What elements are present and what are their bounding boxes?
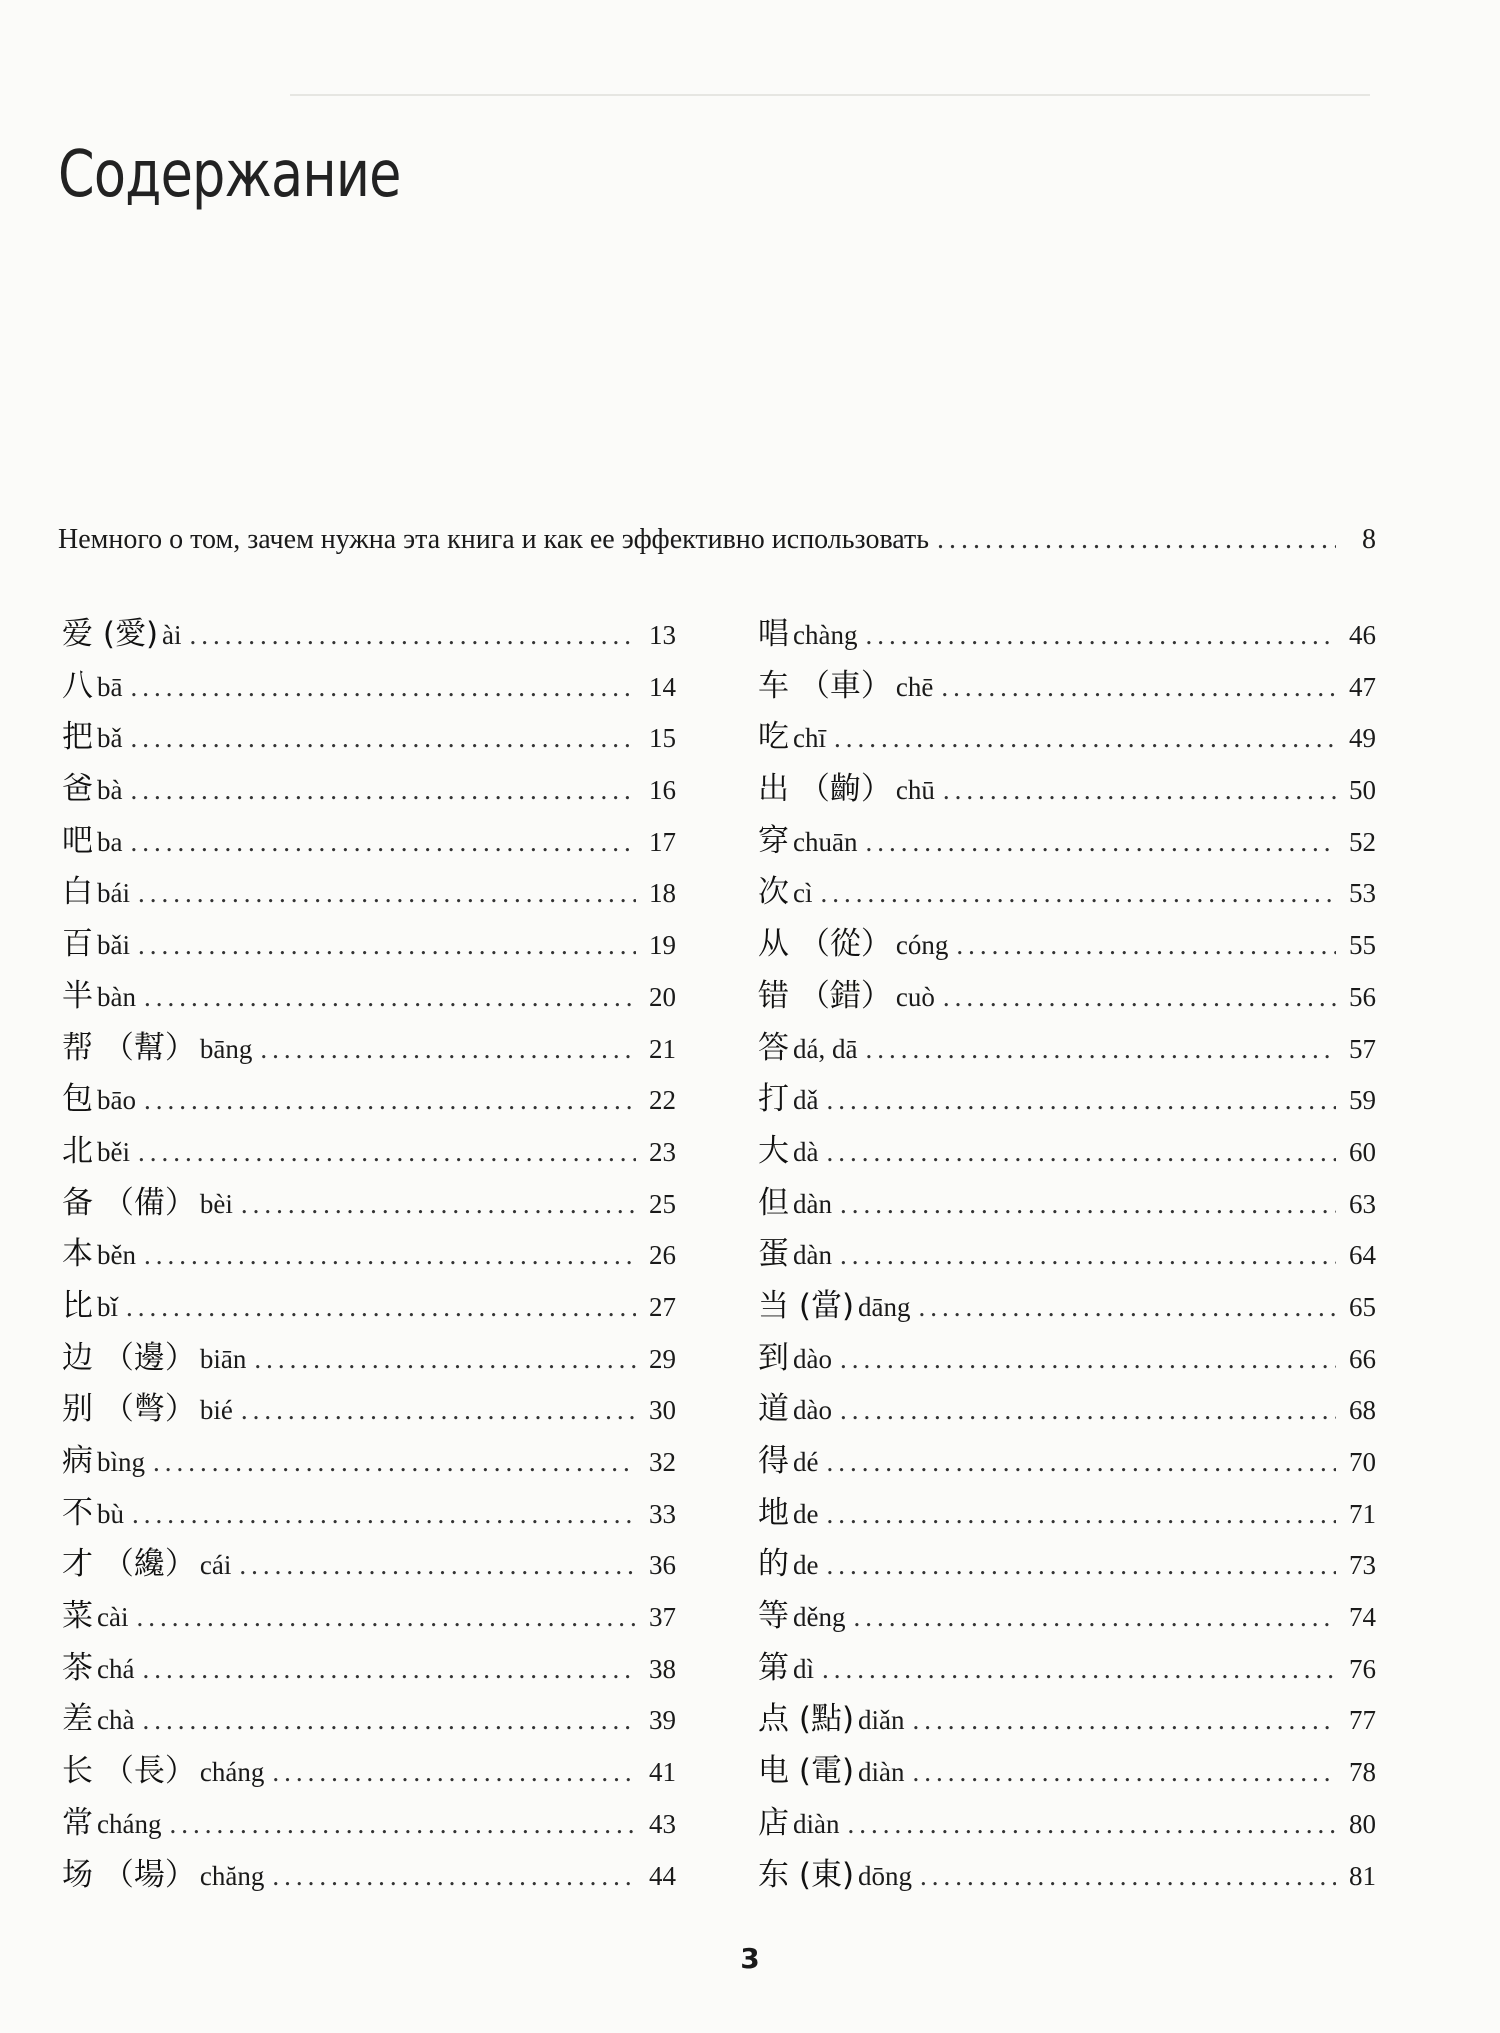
entry-pinyin: běn (97, 1240, 136, 1271)
entry-hanzi: 吧 (62, 822, 93, 859)
entry-pinyin: chà (97, 1705, 135, 1736)
entry-pinyin: cuò (895, 981, 935, 1012)
entry-page: 13 (649, 620, 676, 650)
entry-pinyin: bāng (199, 1033, 253, 1064)
leader-dots (272, 1757, 636, 1788)
entry-page: 15 (649, 723, 676, 754)
leader-dots (169, 1809, 636, 1840)
entry-pinyin: ba (97, 826, 123, 857)
entry-pinyin: cì (793, 878, 813, 909)
toc-entry (758, 1538, 1376, 1590)
page-number: 3 (740, 1942, 760, 1975)
entry-hanzi: 错 （錯） (758, 977, 892, 1014)
toc-entry (758, 918, 1376, 970)
toc-entry (62, 608, 676, 660)
entry-pinyin: chū (895, 775, 935, 806)
leader-dots (260, 1034, 636, 1065)
entry-page: 60 (1349, 1136, 1376, 1167)
entry-hanzi: 不 (62, 1494, 93, 1531)
entry-pinyin: chá (97, 1653, 135, 1684)
entry-hanzi: 菜 (62, 1598, 93, 1635)
entry-pinyin: diàn (793, 1808, 840, 1839)
entry-hanzi: 唱 (758, 616, 789, 652)
toc-entry (62, 1642, 676, 1694)
entry-hanzi: 才 （纔） (62, 1546, 196, 1583)
entry-page: 78 (1349, 1757, 1376, 1788)
toc-entry (62, 1797, 676, 1849)
toc-entry (758, 866, 1376, 918)
entry-page: 47 (1349, 671, 1376, 702)
entry-page: 19 (649, 930, 676, 961)
entry-hanzi: 病 (62, 1443, 93, 1479)
entry-page: 25 (649, 1188, 676, 1219)
toc-entry (758, 711, 1376, 763)
entry-page: 17 (649, 826, 676, 857)
entry-hanzi: 东 (東) (758, 1856, 855, 1893)
leader-dots (840, 1395, 1336, 1426)
toc-entry (62, 1590, 676, 1642)
entry-hanzi: 长 （長） (62, 1753, 196, 1790)
entry-hanzi: 别 （彆） (62, 1391, 196, 1428)
entry-hanzi: 包 (62, 1081, 93, 1118)
entry-page: 66 (1349, 1343, 1376, 1374)
entry-pinyin: chē (895, 671, 934, 702)
leader-dots (920, 1861, 1336, 1892)
entry-hanzi: 比 (62, 1287, 93, 1324)
leader-dots (144, 1240, 636, 1271)
entry-pinyin: bǎi (97, 930, 130, 961)
toc-entry (758, 1745, 1376, 1797)
toc-entry (758, 1177, 1376, 1229)
toc-entry (758, 1073, 1376, 1125)
entry-page: 53 (1349, 878, 1376, 909)
leader-dots (144, 1085, 636, 1116)
entry-page: 57 (1349, 1033, 1376, 1064)
intro-page: 8 (1362, 524, 1376, 555)
entry-hanzi: 地 (758, 1494, 789, 1531)
entry-pinyin: bǎ (97, 723, 123, 754)
entry-page: 80 (1349, 1808, 1376, 1839)
entry-page: 32 (649, 1447, 676, 1477)
toc-entry (758, 1590, 1376, 1642)
entry-pinyin: diàn (858, 1757, 905, 1788)
leader-dots (840, 1344, 1336, 1375)
entry-page: 26 (649, 1240, 676, 1271)
leader-dots (126, 1292, 636, 1323)
toc-entry (62, 1487, 676, 1539)
entry-pinyin: cháng (97, 1808, 162, 1839)
entry-page: 59 (1349, 1085, 1376, 1116)
entry-pinyin: chuān (793, 826, 858, 857)
leader-dots (144, 982, 636, 1013)
toc-entry (62, 918, 676, 970)
entry-page: 77 (1349, 1705, 1376, 1736)
toc-entry (62, 1332, 676, 1384)
entry-hanzi: 当 (當) (758, 1287, 855, 1324)
toc-entry (62, 1745, 676, 1797)
leader-dots (943, 775, 1336, 806)
leader-dots (190, 620, 636, 651)
entry-pinyin: bā (97, 671, 123, 702)
entry-pinyin: dá, dā (793, 1033, 858, 1064)
entry-hanzi: 出 （齣） (758, 771, 892, 808)
entry-hanzi: 半 (62, 977, 93, 1014)
leader-dots (826, 1137, 1336, 1168)
entry-pinyin: dào (793, 1343, 832, 1374)
entry-pinyin: bǐ (97, 1291, 119, 1322)
entry-page: 23 (649, 1136, 676, 1167)
entry-hanzi: 本 (62, 1236, 93, 1273)
entry-pinyin: bàn (97, 981, 136, 1012)
toc-entry (62, 866, 676, 918)
entry-hanzi: 得 (758, 1443, 789, 1479)
leader-dots (822, 1654, 1336, 1685)
entry-pinyin: biān (199, 1343, 247, 1374)
entry-page: 22 (649, 1085, 676, 1116)
entry-page: 50 (1349, 775, 1376, 806)
entry-pinyin: dà (793, 1136, 819, 1167)
leader-dots (826, 1447, 1336, 1478)
entry-page: 71 (1349, 1498, 1376, 1529)
leader-dots (956, 930, 1336, 961)
entry-hanzi: 道 (758, 1391, 789, 1428)
entry-hanzi: 次 (758, 874, 789, 911)
leader-dots (840, 1240, 1336, 1271)
entry-pinyin: bāo (97, 1085, 136, 1116)
leader-dots (272, 1861, 636, 1892)
leader-dots (937, 524, 1336, 556)
entry-hanzi: 电 (電) (758, 1753, 855, 1790)
leader-dots (138, 1137, 636, 1168)
entry-page: 44 (649, 1860, 676, 1891)
entry-hanzi: 但 (758, 1184, 789, 1221)
toc-entry (62, 1693, 676, 1745)
toc-entry (758, 1228, 1376, 1280)
entry-hanzi: 到 (758, 1339, 789, 1376)
entry-page: 38 (649, 1653, 676, 1684)
leader-dots (130, 775, 636, 806)
entry-pinyin: de (793, 1498, 819, 1529)
toc-entry (758, 1487, 1376, 1539)
entry-hanzi: 帮 （幫） (62, 1029, 196, 1066)
toc-entry (758, 1693, 1376, 1745)
entry-pinyin: cài (97, 1602, 129, 1633)
entry-hanzi: 第 (758, 1649, 789, 1686)
entry-hanzi: 爱 (愛) (62, 616, 159, 652)
entry-hanzi: 打 (758, 1081, 789, 1118)
toc-entry (62, 1125, 676, 1177)
leader-dots (913, 1757, 1336, 1788)
leader-dots (142, 1654, 636, 1685)
entry-page: 70 (1349, 1447, 1376, 1477)
entry-hanzi: 的 (758, 1546, 789, 1583)
entry-pinyin: cháng (199, 1757, 265, 1788)
toc-entry (758, 1797, 1376, 1849)
entry-hanzi: 百 (62, 926, 93, 963)
toc-entry (758, 1280, 1376, 1332)
entry-page: 37 (649, 1602, 676, 1633)
entry-page: 56 (1349, 981, 1376, 1012)
toc-entry (758, 1435, 1376, 1487)
leader-dots (840, 1189, 1336, 1220)
leader-dots (138, 930, 636, 961)
toc-entry (758, 763, 1376, 815)
page-title: Содержание (58, 138, 401, 212)
toc-entry (758, 608, 1376, 660)
entry-page: 21 (649, 1033, 676, 1064)
toc-entry (62, 1022, 676, 1074)
entry-hanzi: 白 (62, 874, 93, 911)
leader-dots (826, 1550, 1336, 1581)
entry-pinyin: bù (97, 1498, 124, 1529)
leader-dots (241, 1189, 636, 1220)
leader-dots (130, 723, 636, 754)
toc-entry (758, 1022, 1376, 1074)
leader-dots (132, 1499, 636, 1530)
leader-dots (913, 1705, 1336, 1736)
toc-entry (758, 815, 1376, 867)
entry-page: 29 (649, 1343, 676, 1374)
leader-dots (153, 1447, 636, 1478)
leader-dots (834, 723, 1336, 754)
toc-entry (62, 763, 676, 815)
entry-page: 52 (1349, 826, 1376, 857)
entry-pinyin: diǎn (858, 1705, 905, 1736)
toc-entry (62, 970, 676, 1022)
toc-entry (758, 1849, 1376, 1901)
entry-pinyin: bà (97, 775, 123, 806)
entry-hanzi: 茶 (62, 1649, 93, 1686)
entry-page: 49 (1349, 723, 1376, 754)
leader-dots (848, 1809, 1337, 1840)
entry-page: 27 (649, 1291, 676, 1322)
leader-dots (138, 878, 636, 909)
entry-pinyin: dé (793, 1447, 819, 1477)
entry-hanzi: 边 （邊） (62, 1339, 196, 1376)
entry-pinyin: cóng (895, 930, 949, 961)
leader-dots (239, 1550, 636, 1581)
leader-dots (865, 1034, 1336, 1065)
entry-pinyin: běi (97, 1136, 130, 1167)
entry-hanzi: 等 (758, 1598, 789, 1635)
leader-dots (865, 620, 1336, 651)
toc-right-column (758, 608, 1376, 1900)
toc-left-column (62, 608, 676, 1900)
entry-page: 16 (649, 775, 676, 806)
toc-entry (62, 1435, 676, 1487)
entry-pinyin: bìng (97, 1447, 146, 1477)
leader-dots (865, 827, 1336, 858)
entry-hanzi: 从 （從） (758, 926, 892, 963)
entry-pinyin: dāng (858, 1291, 911, 1322)
entry-hanzi: 穿 (758, 822, 789, 859)
toc-entry (62, 1849, 676, 1901)
toc-entry (758, 970, 1376, 1022)
entry-page: 76 (1349, 1653, 1376, 1684)
entry-hanzi: 大 (758, 1132, 789, 1169)
toc-entry (62, 711, 676, 763)
entry-pinyin: děng (793, 1602, 846, 1633)
leader-dots (941, 672, 1336, 703)
entry-page: 65 (1349, 1291, 1376, 1322)
entry-page: 68 (1349, 1395, 1376, 1426)
toc-entry (62, 1073, 676, 1125)
entry-pinyin: bié (199, 1395, 233, 1426)
entry-pinyin: dì (793, 1653, 815, 1684)
entry-pinyin: de (793, 1550, 819, 1581)
leader-dots (241, 1395, 636, 1426)
entry-hanzi: 备 （備） (62, 1184, 196, 1221)
entry-pinyin: ài (162, 620, 182, 650)
entry-pinyin: chàng (793, 620, 858, 650)
leader-dots (853, 1602, 1336, 1633)
entry-hanzi: 店 (758, 1804, 789, 1841)
entry-hanzi: 场 （場） (62, 1856, 196, 1893)
intro-entry (58, 524, 1376, 556)
entry-page: 81 (1349, 1860, 1376, 1891)
entry-page: 14 (649, 671, 676, 702)
entry-page: 46 (1349, 620, 1376, 650)
entry-page: 55 (1349, 930, 1376, 961)
leader-dots (136, 1602, 636, 1633)
toc-entry (62, 660, 676, 712)
entry-page: 36 (649, 1550, 676, 1581)
entry-pinyin: dǎ (793, 1085, 819, 1116)
entry-hanzi: 常 (62, 1804, 93, 1841)
entry-page: 18 (649, 878, 676, 909)
entry-pinyin: bái (97, 878, 130, 909)
entry-pinyin: cái (199, 1550, 232, 1581)
toc-entry (62, 1383, 676, 1435)
entry-pinyin: dào (793, 1395, 832, 1426)
intro-text: Немного о том, зачем нужна эта книга и как ее эффективно использовать (58, 524, 930, 555)
leader-dots (826, 1499, 1336, 1530)
entry-pinyin: chī (793, 723, 826, 754)
toc-entry (758, 1383, 1376, 1435)
entry-hanzi: 北 (62, 1132, 93, 1169)
toc-entry (758, 660, 1376, 712)
toc-entry (62, 1177, 676, 1229)
entry-hanzi: 吃 (758, 719, 789, 756)
toc-entry (62, 1280, 676, 1332)
entry-page: 64 (1349, 1240, 1376, 1271)
entry-page: 20 (649, 981, 676, 1012)
leader-dots (130, 827, 636, 858)
entry-pinyin: chăng (199, 1860, 265, 1891)
entry-pinyin: dàn (793, 1188, 832, 1219)
leader-dots (943, 982, 1336, 1013)
entry-page: 43 (649, 1808, 676, 1839)
entry-page: 74 (1349, 1602, 1376, 1633)
toc-entry (62, 1538, 676, 1590)
entry-hanzi: 车 （車） (758, 667, 892, 704)
entry-pinyin: dōng (858, 1860, 913, 1891)
entry-hanzi: 点 (點) (758, 1701, 855, 1738)
entry-pinyin: bèi (199, 1188, 233, 1219)
leader-dots (919, 1292, 1336, 1323)
entry-page: 39 (649, 1705, 676, 1736)
leader-dots (142, 1705, 636, 1736)
entry-page: 33 (649, 1498, 676, 1529)
toc-entry (758, 1125, 1376, 1177)
entry-hanzi: 差 (62, 1701, 93, 1738)
entry-page: 30 (649, 1395, 676, 1426)
entry-hanzi: 把 (62, 719, 93, 756)
leader-dots (826, 1085, 1336, 1116)
entry-page: 73 (1349, 1550, 1376, 1581)
toc-entry (758, 1642, 1376, 1694)
entry-page: 63 (1349, 1188, 1376, 1219)
leader-dots (254, 1344, 636, 1375)
toc-entry (62, 1228, 676, 1280)
entry-pinyin: dàn (793, 1240, 832, 1271)
toc-entry (62, 815, 676, 867)
leader-dots (821, 878, 1337, 909)
entry-page: 41 (649, 1757, 676, 1788)
leader-dots (130, 672, 636, 703)
page-edge-line (290, 94, 1370, 96)
entry-hanzi: 爸 (62, 771, 93, 808)
entry-hanzi: 答 (758, 1029, 789, 1066)
toc-entry (758, 1332, 1376, 1384)
entry-hanzi: 八 (62, 667, 93, 704)
entry-hanzi: 蛋 (758, 1236, 789, 1273)
